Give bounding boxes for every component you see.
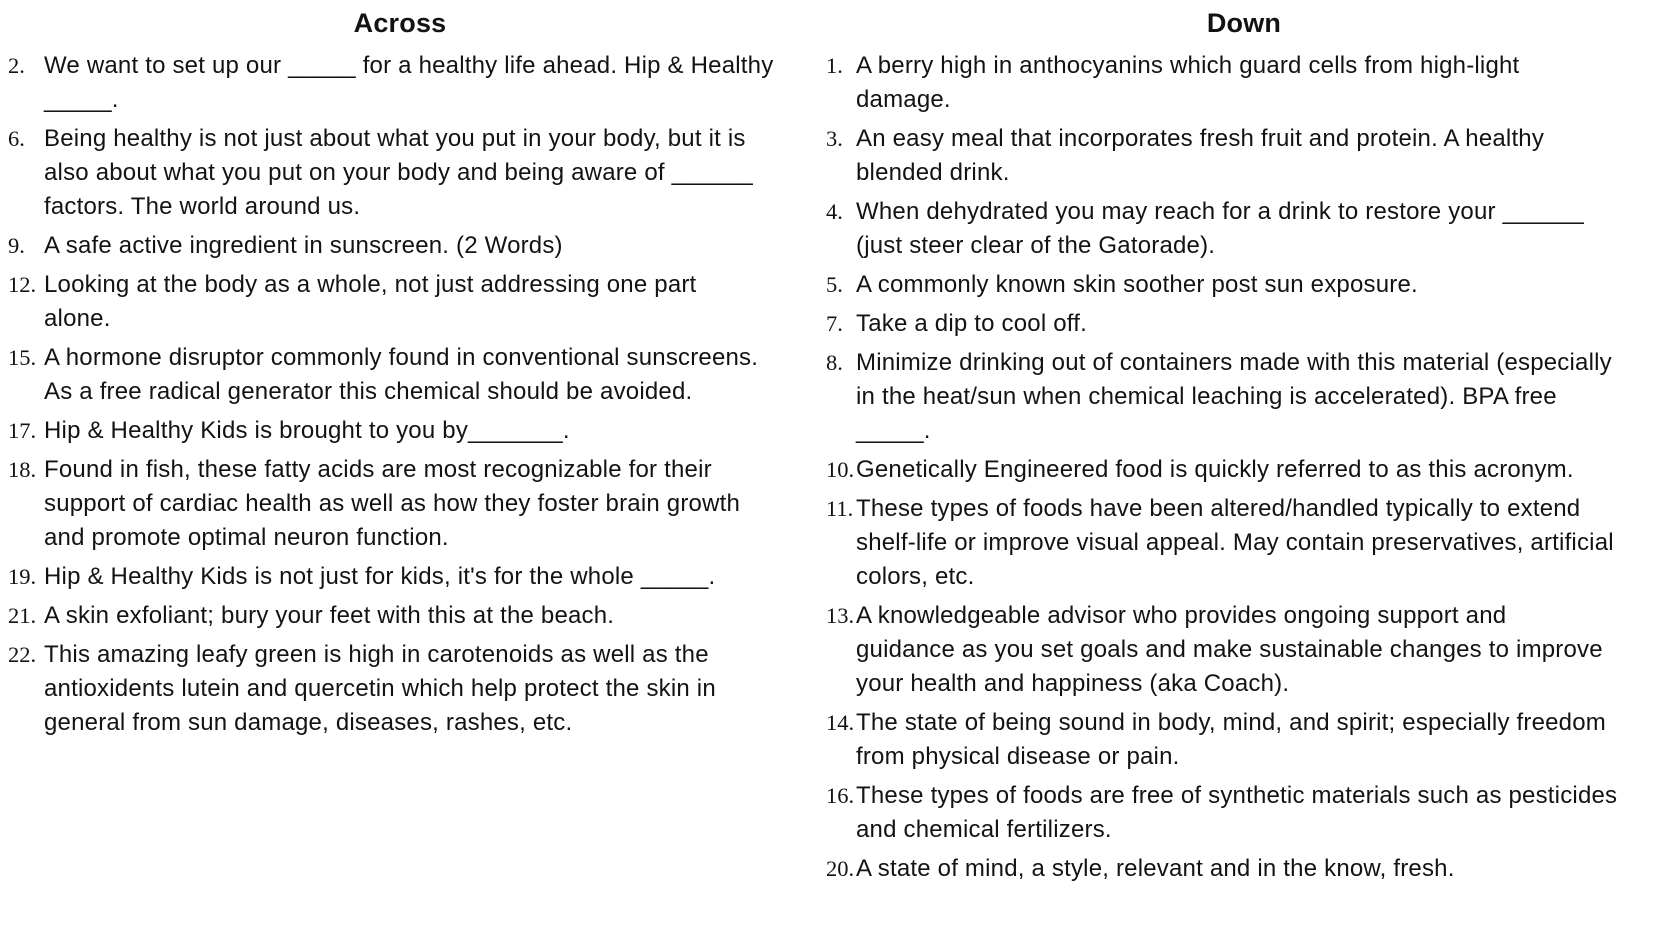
clue-line: This amazing leafy green is high in carotenoids as well as the <box>44 641 709 668</box>
clue-text <box>44 122 798 224</box>
clue-text <box>44 229 798 263</box>
clue-number: 10. <box>826 457 855 482</box>
clue-text <box>856 453 1670 487</box>
clue-number: 11. <box>826 496 854 521</box>
clue-line: also about what you put on your body and being aware of ______ <box>44 159 753 186</box>
clue-line: A hormone disruptor commonly found in conventional sunscreens. <box>44 344 759 371</box>
clue-text <box>44 268 798 336</box>
clue-line: and chemical fertilizers. <box>856 816 1112 843</box>
clue-row <box>818 779 1670 847</box>
clue-row <box>2 560 798 594</box>
clue-row <box>2 122 798 224</box>
clue-text <box>856 122 1670 190</box>
clue-line: (just steer clear of the Gatorade). <box>856 232 1216 259</box>
clue-number: 19. <box>8 564 37 589</box>
clue-number: 9. <box>8 233 25 258</box>
clue-number: 4. <box>826 199 843 224</box>
clue-row <box>2 414 798 448</box>
clue-row <box>2 229 798 263</box>
clue-line: alone. <box>44 305 111 332</box>
clue-line: support of cardiac health as well as how they foster brain growth <box>44 490 741 517</box>
clue-number: 17. <box>8 418 37 443</box>
clue-number: 16. <box>826 783 855 808</box>
clue-line: from physical disease or pain. <box>856 743 1180 770</box>
clue-line: general from sun damage, diseases, rashes, etc. <box>44 709 573 736</box>
down-title: Down <box>1206 8 1282 38</box>
clue-number: 22. <box>8 642 37 667</box>
clue-line: Found in fish, these fatty acids are most recognizable for their <box>44 456 712 483</box>
clue-number: 1. <box>826 53 843 78</box>
clue-line: factors. The world around us. <box>44 193 361 220</box>
clue-line: _____. <box>856 417 931 444</box>
clue-number: 12. <box>8 272 37 297</box>
clue-line: These types of foods have been altered/handled typically to extend <box>856 495 1581 522</box>
clue-line: blended drink. <box>856 159 1010 186</box>
clue-row <box>2 638 798 740</box>
clue-row <box>818 49 1670 117</box>
clue-text <box>44 49 798 117</box>
clue-text <box>856 852 1670 886</box>
clue-line: Hip & Healthy Kids is brought to you by_______. <box>44 417 570 444</box>
across-clue-list <box>2 49 798 740</box>
clue-number: 6. <box>8 126 25 151</box>
clue-text <box>44 599 798 633</box>
clue-text <box>44 453 798 555</box>
clue-row <box>818 122 1670 190</box>
clue-number: 15. <box>8 345 37 370</box>
clue-line: and promote optimal neuron function. <box>44 524 449 551</box>
clue-line: Hip & Healthy Kids is not just for kids, it's for the whole _____. <box>44 563 716 590</box>
clue-line: Take a dip to cool off. <box>856 310 1087 337</box>
clue-line: antioxidents lutein and quercetin which help protect the skin in <box>44 675 716 702</box>
clue-row <box>2 341 798 409</box>
clue-line: A berry high in anthocyanins which guard cells from high-light <box>856 52 1520 79</box>
clue-line: in the heat/sun when chemical leaching is accelerated). BPA free <box>856 383 1557 410</box>
clue-row <box>2 599 798 633</box>
clue-line: damage. <box>856 86 951 113</box>
clue-number: 21. <box>8 603 37 628</box>
across-column <box>2 6 798 947</box>
clue-line: When dehydrated you may reach for a drink to restore your ______ <box>856 198 1584 225</box>
clue-line: As a free radical generator this chemical should be avoided. <box>44 378 693 405</box>
clue-number: 2. <box>8 53 25 78</box>
clue-line: A knowledgeable advisor who provides ongoing support and <box>856 602 1507 629</box>
clue-number: 14. <box>826 710 855 735</box>
clue-number: 20. <box>826 856 855 881</box>
clue-text <box>44 341 798 409</box>
across-title: Across <box>353 8 447 38</box>
clue-line: A skin exfoliant; bury your feet with this at the beach. <box>44 602 615 629</box>
clue-line: A commonly known skin soother post sun exposure. <box>856 271 1418 298</box>
clue-number: 7. <box>826 311 843 336</box>
clue-line: Genetically Engineered food is quickly referred to as this acronym. <box>856 456 1574 483</box>
clue-text <box>856 779 1670 847</box>
clue-line: colors, etc. <box>856 563 975 590</box>
clue-text <box>856 268 1670 302</box>
clue-line: Being healthy is not just about what you put in your body, but it is <box>44 125 746 152</box>
clue-number: 18. <box>8 457 37 482</box>
clue-row <box>818 195 1670 263</box>
clue-line: shelf-life or improve visual appeal. May contain preservatives, artificial <box>856 529 1614 556</box>
clue-text <box>856 706 1670 774</box>
clue-row <box>2 453 798 555</box>
clue-row <box>818 453 1670 487</box>
clue-line: The state of being sound in body, mind, and spirit; especially freedom <box>856 709 1606 736</box>
clue-text <box>44 638 798 740</box>
clue-row <box>818 268 1670 302</box>
clue-line: An easy meal that incorporates fresh fruit and protein. A healthy <box>856 125 1545 152</box>
clue-number: 13. <box>826 603 855 628</box>
clue-text <box>856 346 1670 448</box>
clue-line: Minimize drinking out of containers made with this material (especially <box>856 349 1612 376</box>
clue-text <box>856 49 1670 117</box>
clue-text <box>856 195 1670 263</box>
clue-row <box>818 706 1670 774</box>
clue-line: guidance as you set goals and make sustainable changes to improve <box>856 636 1603 663</box>
clue-row <box>2 268 798 336</box>
down-clue-list <box>818 49 1670 886</box>
clue-text <box>856 307 1670 341</box>
clue-number: 8. <box>826 350 843 375</box>
clue-line: _____. <box>44 86 119 113</box>
clue-row <box>818 307 1670 341</box>
clue-text <box>44 414 798 448</box>
clue-row <box>2 49 798 117</box>
down-column <box>818 6 1670 947</box>
clue-number: 3. <box>826 126 843 151</box>
clue-line: Looking at the body as a whole, not just addressing one part <box>44 271 697 298</box>
clue-text <box>856 599 1670 701</box>
clue-line: A state of mind, a style, relevant and in the know, fresh. <box>856 855 1455 882</box>
clue-row <box>818 852 1670 886</box>
clue-row <box>818 599 1670 701</box>
clue-row <box>818 492 1670 594</box>
clue-number: 5. <box>826 272 843 297</box>
clue-line: A safe active ingredient in sunscreen. (2 Words) <box>44 232 563 259</box>
clue-line: These types of foods are free of synthetic materials such as pesticides <box>856 782 1618 809</box>
clue-row <box>818 346 1670 448</box>
clue-line: We want to set up our _____ for a healthy life ahead. Hip & Healthy <box>44 52 774 79</box>
clue-text <box>44 560 798 594</box>
clue-text <box>856 492 1670 594</box>
clue-line: your health and happiness (aka Coach). <box>856 670 1290 697</box>
